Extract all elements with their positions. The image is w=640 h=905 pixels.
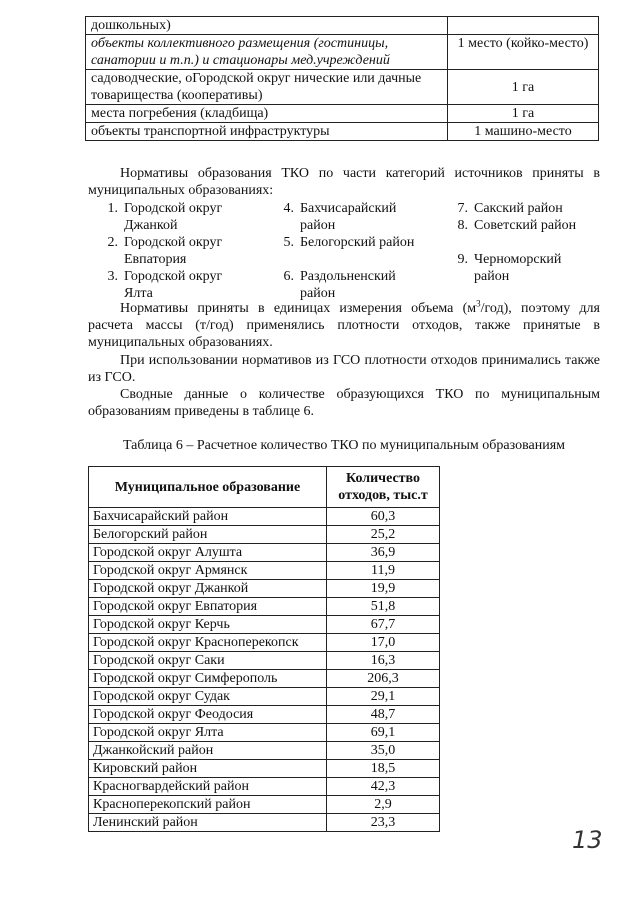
municipality-cell: Городской округ Армянск (89, 562, 327, 580)
table-row (89, 652, 440, 670)
municipality-cell: Городской округ Саки (89, 652, 327, 670)
value-cell: 29,1 (327, 688, 440, 706)
value-cell: 67,7 (327, 616, 440, 634)
paragraph-text: Нормативы приняты в единицах измерения объема (м (120, 301, 477, 316)
municipality-cell: Городской округ Судак (89, 688, 327, 706)
list-item-number: 5. (283, 235, 294, 250)
value-cell: 19,9 (327, 580, 440, 598)
list-item-number: 1. (107, 201, 118, 216)
table-row (89, 742, 440, 760)
list-item-number: 2. (107, 235, 118, 250)
paragraph: Нормативы образования ТКО по части категорий источников приняты в муниципальных образованиях: (88, 166, 600, 198)
municipality-cell: Городской округ Евпатория (89, 598, 327, 616)
municipality-cell: Ленинский район (89, 814, 327, 832)
municipality-cell: Бахчисарайский район (89, 508, 327, 526)
table-header-row (89, 467, 440, 508)
municipality-cell: Городской округ Ялта (89, 724, 327, 742)
municipality-cell: Городской округ Симферополь (89, 670, 327, 688)
value-cell: 60,3 (327, 508, 440, 526)
value-cell: 11,9 (327, 562, 440, 580)
column-header: Муниципальное образование (89, 467, 327, 508)
value-cell: 36,9 (327, 544, 440, 562)
table-cell: 1 га (448, 105, 599, 123)
municipality-cell: Городской округ Алушта (89, 544, 327, 562)
table-row (89, 778, 440, 796)
list-item-number: 8. (457, 218, 468, 233)
table-row (89, 580, 440, 598)
table-cell: дошкольных) (86, 17, 448, 35)
table-cell: 1 машино-место (448, 123, 599, 141)
table-cell: 1 место (койко-место) (448, 35, 599, 70)
municipality-cell: Красноперекопский район (89, 796, 327, 814)
table-row (89, 670, 440, 688)
list-item-number: 4. (283, 201, 294, 216)
list-item-name: Раздольненский район (300, 269, 396, 301)
value-cell: 206,3 (327, 670, 440, 688)
table-row (89, 544, 440, 562)
table-row (89, 724, 440, 742)
table-row (89, 616, 440, 634)
list-item-name: Советский район (474, 218, 577, 233)
value-cell: 2,9 (327, 796, 440, 814)
list-item-number: 3. (107, 269, 118, 284)
table-row (89, 814, 440, 832)
table-cell (448, 17, 599, 35)
table-row (86, 35, 599, 70)
table-caption: Таблица 6 – Расчетное количество ТКО по муниципальным образованиям (122, 438, 566, 453)
table-row (86, 17, 599, 35)
value-cell: 35,0 (327, 742, 440, 760)
value-cell: 23,3 (327, 814, 440, 832)
value-cell: 17,0 (327, 634, 440, 652)
list-item-name: Городской округ Евпатория (124, 235, 223, 267)
table-row (89, 760, 440, 778)
municipality-cell: Джанкойский район (89, 742, 327, 760)
table-cell: объекты транспортной инфраструктуры (86, 123, 448, 141)
list-item-name: Черноморский район (474, 252, 562, 284)
municipality-cell: Красногвардейский район (89, 778, 327, 796)
value-cell: 25,2 (327, 526, 440, 544)
value-cell: 48,7 (327, 706, 440, 724)
list-item-name: Белогорский район (300, 235, 415, 250)
table-cell: 1 га (448, 70, 599, 105)
table-row (86, 70, 599, 105)
list-item-name: Городской округ Ялта (124, 269, 223, 301)
table-row (89, 598, 440, 616)
superscript: 3 (476, 298, 481, 309)
paragraph (88, 300, 600, 351)
page-number: 13 (572, 826, 603, 854)
value-cell: 69,1 (327, 724, 440, 742)
value-cell: 18,5 (327, 760, 440, 778)
table-cell: садоводческие, оГородской округ нические или дачные товарищества (кооперативы) (86, 70, 448, 105)
table-row (89, 562, 440, 580)
list-item-name: Бахчисарайский район (300, 201, 397, 233)
municipality-cell: Белогорский район (89, 526, 327, 544)
norms-table (85, 16, 599, 141)
table-cell: места погребения (кладбища) (86, 105, 448, 123)
table-row (89, 796, 440, 814)
list-item-name: Городской округ Джанкой (124, 201, 223, 233)
municipality-cell: Городской округ Джанкой (89, 580, 327, 598)
paragraph-text: /год), поэтому для расчета массы (т/год) применялись плотности отходов, также принятые в муниципальных образованиях. (88, 301, 600, 350)
paragraph: Сводные данные о количестве образующихся ТКО по муниципальным образованиям приведены в таблице 6. (88, 387, 600, 419)
tko-table (88, 466, 440, 832)
municipality-cell: Городской округ Керчь (89, 616, 327, 634)
list-item-name: Сакский район (474, 201, 563, 216)
municipalities-list (88, 200, 600, 301)
table-row (86, 105, 599, 123)
table-row (89, 634, 440, 652)
value-cell: 16,3 (327, 652, 440, 670)
municipality-cell: Кировский район (89, 760, 327, 778)
table-cell: объекты коллективного размещения (гостиницы, санатории и т.п.) и стационары мед.учреждений (86, 35, 448, 70)
value-cell: 51,8 (327, 598, 440, 616)
municipality-cell: Городской округ Красноперекопск (89, 634, 327, 652)
list-item-number: 9. (457, 252, 468, 267)
table-row (89, 688, 440, 706)
value-cell: 42,3 (327, 778, 440, 796)
table-row (89, 526, 440, 544)
list-item-number: 6. (283, 269, 294, 284)
paragraph: При использовании нормативов из ГСО плотности отходов принимались также из ГСО. (88, 353, 600, 385)
table-body (89, 508, 440, 832)
table-row (86, 123, 599, 141)
column-header: Количество отходов, тыс.т (327, 467, 440, 508)
table-row (89, 706, 440, 724)
municipality-cell: Городской округ Феодосия (89, 706, 327, 724)
list-item-number: 7. (457, 201, 468, 216)
table-row (89, 508, 440, 526)
